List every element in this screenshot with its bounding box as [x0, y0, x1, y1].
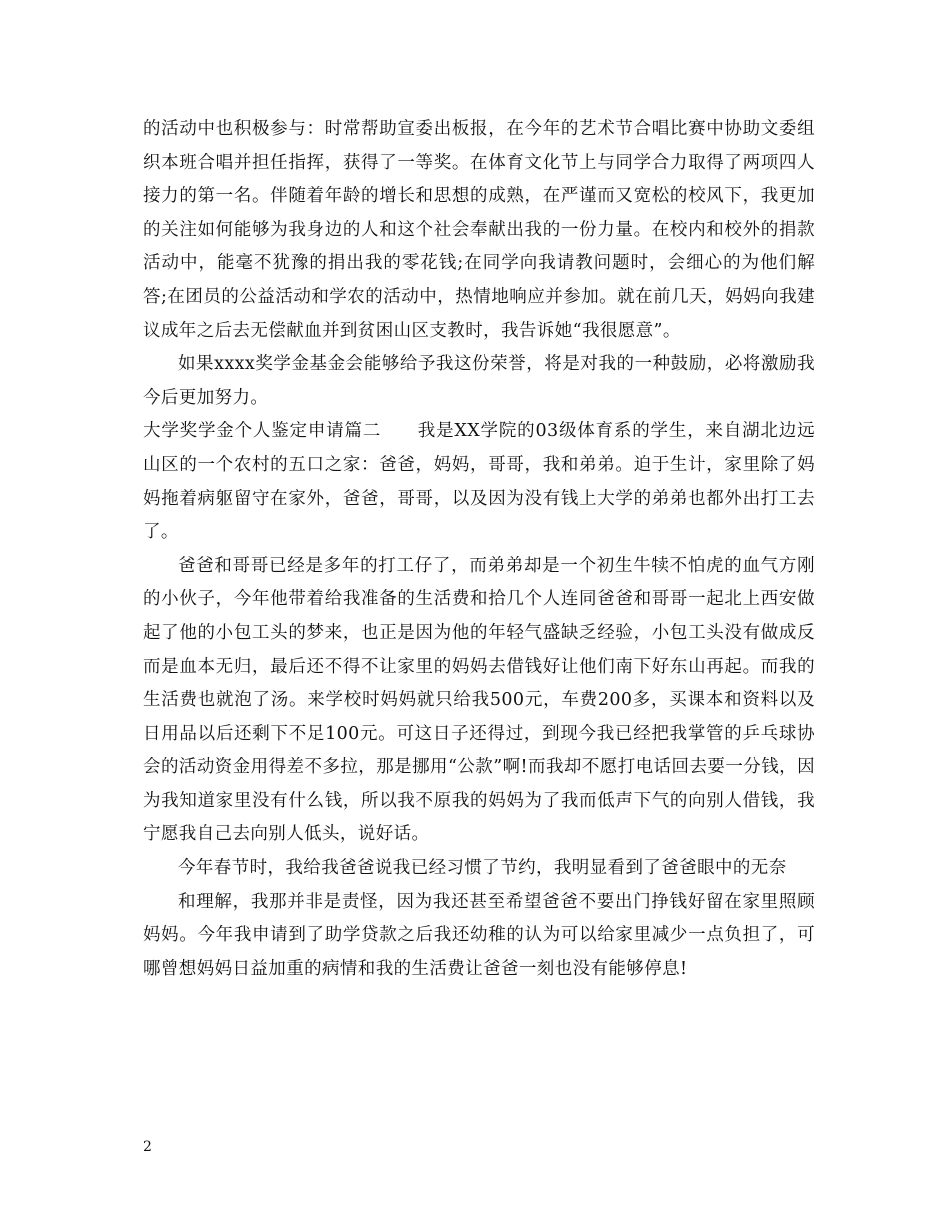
paragraph-5: 今年春节时，我给我爸爸说我已经习惯了节约，我明显看到了爸爸眼中的无奈	[178, 858, 787, 879]
paragraph-1: 的活动中也积极参与：时常帮助宣委出板报，在今年的艺术节合唱比赛中协助文委组织本班合唱并担任指挥，获得了一等奖。在体育文化节上与同学合力取得了两项四人接力的第一名。伴随着年龄的增长和思想的成熟，在严谨而又宽松的校风下，我更加的关注如何能够为我身边的人和这个社会奉献出我的一份力量。在校内和校外的捐款活动中，能毫不犹豫的捐出我的零花钱;在同学向我请教问题时，会细心的为他们解答;在团员的公益活动和学农的活动中，热情地响应并参加。就在前几天，妈妈向我建议成年之后去无偿献血并到贫困山区支教时，我告诉她“我很愿意”。	[143, 119, 815, 341]
paragraph-6: 和理解，我那并非是责怪，因为我还甚至希望爸爸不要出门挣钱好留在家里照顾妈妈。今年我申请到了助学贷款之后我还幼稚的认为可以给家里减少一点负担了，可哪曾想妈妈日益加重的病情和我的生活费让爸爸一刻也没有能够停息!	[143, 891, 815, 979]
paragraph-3: 大学奖学金个人鉴定申请篇二 我是XX学院的03级体育系的学生，来自湖北边远山区的一个农村的五口之家：爸爸，妈妈，哥哥，我和弟弟。迫于生计，家里除了妈妈拖着病躯留守在家外，爸爸，哥哥，以及因为没有钱上大学的弟弟也都外出打工去了。	[143, 421, 815, 543]
paragraph-2: 如果xxxx奖学金基金会能够给予我这份荣誉，将是对我的一种鼓励，必将激励我今后更加努力。	[143, 354, 815, 408]
page-number: 2	[143, 1139, 152, 1155]
paragraph-4: 爸爸和哥哥已经是多年的打工仔了，而弟弟却是一个初生牛犊不怕虎的血气方刚的小伙子，今年他带着给我准备的生活费和拾几个人连同爸爸和哥哥一起北上西安做起了他的小包工头的梦来，也正是因为他的年轻气盛缺乏经验，小包工头没有做成反而是血本无归，最后还不得不让家里的妈妈去借钱好让他们南下好东山再起。而我的生活费也就泡了汤。来学校时妈妈就只给我500元，车费200多，买课本和资料以及日用品以后还剩下不足100元。可这日子还得过，到现今我已经把我掌管的乒乓球协会的活动资金用得差不多拉，那是挪用“公款”啊!而我却不愿打电话回去要一分钱，因为我知道家里没有什么钱，所以我不原我的妈妈为了我而低声下气的向别人借钱，我宁愿我自己去向别人低头，说好话。	[143, 555, 815, 845]
document-body	[143, 113, 815, 986]
